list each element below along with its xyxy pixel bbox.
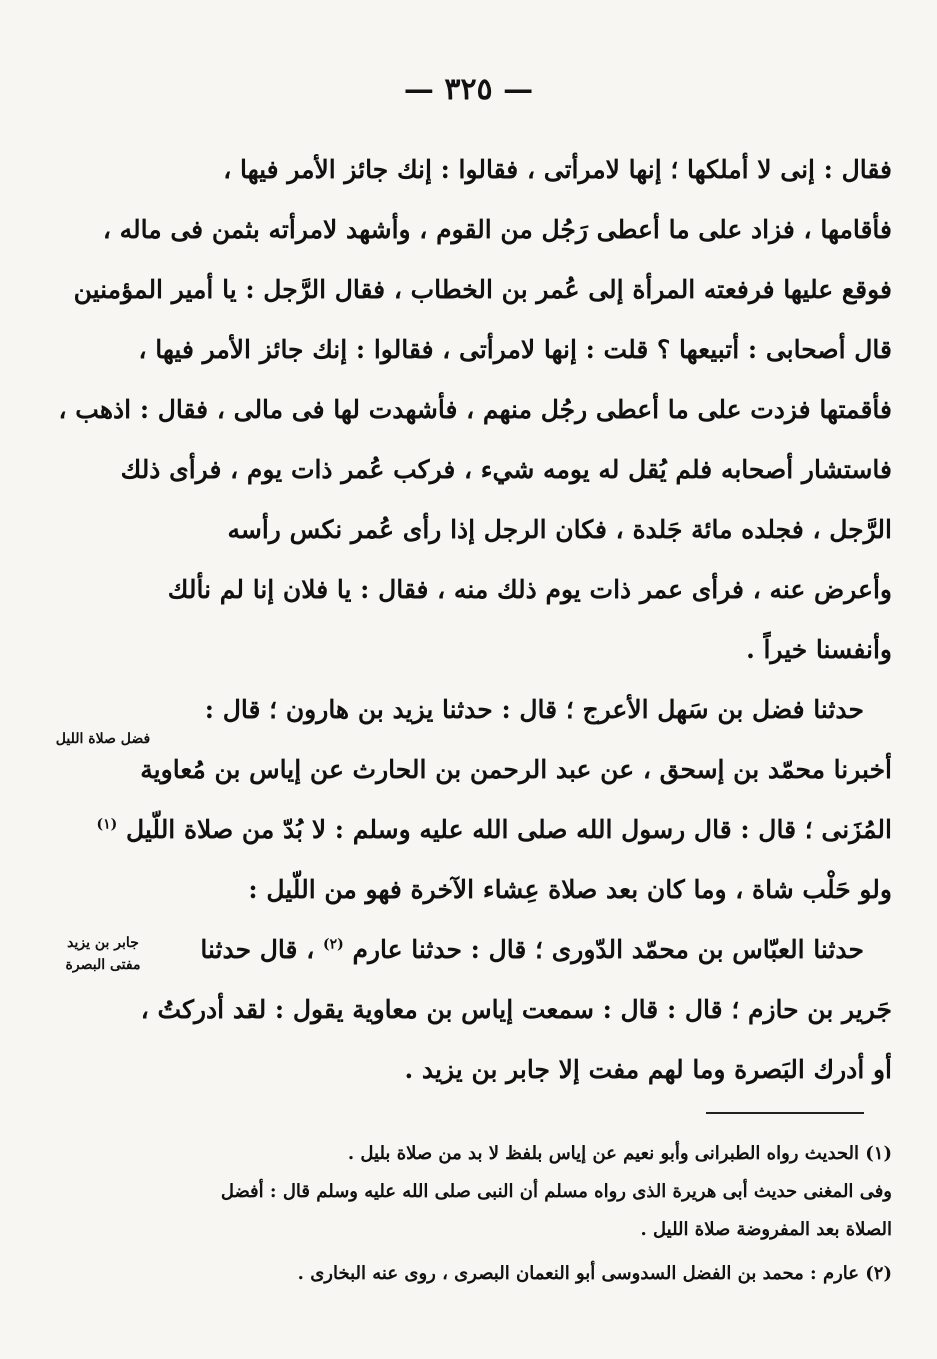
text-line: الرَّجل ، فجلده مائة جَلدة ، فكان الرجل إذا رأى عُمر نكس رأسه bbox=[227, 515, 892, 544]
text-line: فأقامها ، فزاد على ما أعطى رَجُل من القوم ، وأشهد لامرأته بثمن فى ماله ، bbox=[102, 215, 892, 244]
text-line-content: المُزَنى ؛ قال : قال رسول الله صلى الله عليه وسلم : لا بُدّ من صلاة اللّيل bbox=[125, 815, 892, 844]
footnote-ref-1: (١) bbox=[96, 816, 118, 833]
margin-note-text: فضل صلاة الليل bbox=[55, 731, 151, 747]
text-line: أخبرنا محمّد بن إسحق ، عن عبد الرحمن بن الحارث عن إياس بن مُعاوية bbox=[140, 755, 892, 784]
margin-note-night-prayer bbox=[28, 728, 178, 750]
page-number: — ٣٢٥ — bbox=[403, 72, 534, 107]
text-line: فوقع عليها فرفعته المرأة إلى عُمر بن الخطاب ، فقال الرَّجل : يا أمير المؤمنين bbox=[73, 275, 892, 304]
text-line bbox=[96, 800, 892, 860]
footnote-separator bbox=[706, 1112, 864, 1114]
text-line: حدثنا فضل بن سَهل الأعرج ؛ قال : حدثنا يزيد بن هارون ؛ قال : bbox=[204, 695, 864, 724]
text-line: أو أدرك البَصرة وما لهم مفت إلا جابر بن يزيد . bbox=[404, 1055, 892, 1084]
margin-note-jabir bbox=[28, 932, 178, 976]
text-line: ولو حَلْب شاة ، وما كان بعد صلاة عِشاء الآخرة فهو من اللّيل : bbox=[248, 875, 892, 904]
footnote-ref-2: (٢) bbox=[322, 936, 344, 953]
footnotes bbox=[180, 1135, 892, 1293]
text-line-tail: ، قال حدثنا bbox=[200, 935, 315, 964]
text-line: قال أصحابى : أتبيعها ؟ قلت : إنها لامرأتى ، فقالوا : إنك جائز الأمر فيها ، bbox=[138, 335, 892, 364]
text-line: جَرير بن حازم ؛ قال : قال : سمعت إياس بن معاوية يقول : لقد أدركتُ ، bbox=[140, 995, 892, 1024]
footnote-line: (١) الحديث رواه الطبرانى وأبو نعيم عن إياس بلفظ لا بد من صلاة بليل . bbox=[347, 1143, 892, 1164]
footnote-line: الصلاة بعد المفروضة صلاة الليل . bbox=[640, 1219, 892, 1240]
text-line-content: حدثنا العبّاس بن محمّد الدّورى ؛ قال : حدثنا عارم bbox=[352, 935, 864, 964]
text-line: فأقمتها فزدت على ما أعطى رجُل منهم ، فأشهدت لها فى مالى ، فقال : اذهب ، bbox=[58, 395, 892, 424]
text-line: فاستشار أصحابه فلم يُقل له يومه شيء ، فركب عُمر ذات يوم ، فرأى ذلك bbox=[120, 455, 892, 484]
text-line: وأنفسنا خيراً . bbox=[746, 635, 892, 664]
text-line: وأعرض عنه ، فرأى عمر ذات يوم ذلك منه ، فقال : يا فلان إنا لم نألك bbox=[167, 575, 892, 604]
text-line bbox=[180, 920, 892, 980]
footnote-line: (٢) عارم : محمد بن الفضل السدوسى أبو النعمان البصرى ، روى عنه البخارى . bbox=[297, 1263, 892, 1284]
footnote-line: وفى المغنى حديث أبى هريرة الذى رواه مسلم أن النبى صلى الله عليه وسلم قال : أفضل bbox=[220, 1181, 892, 1202]
text-line: فقال : إنى لا أملكها ؛ إنها لامرأتى ، فقالوا : إنك جائز الأمر فيها ، bbox=[223, 155, 892, 184]
margin-note-text: جابر بن يزيد bbox=[67, 935, 139, 951]
margin-note-text: مفتى البصرة bbox=[65, 957, 141, 973]
